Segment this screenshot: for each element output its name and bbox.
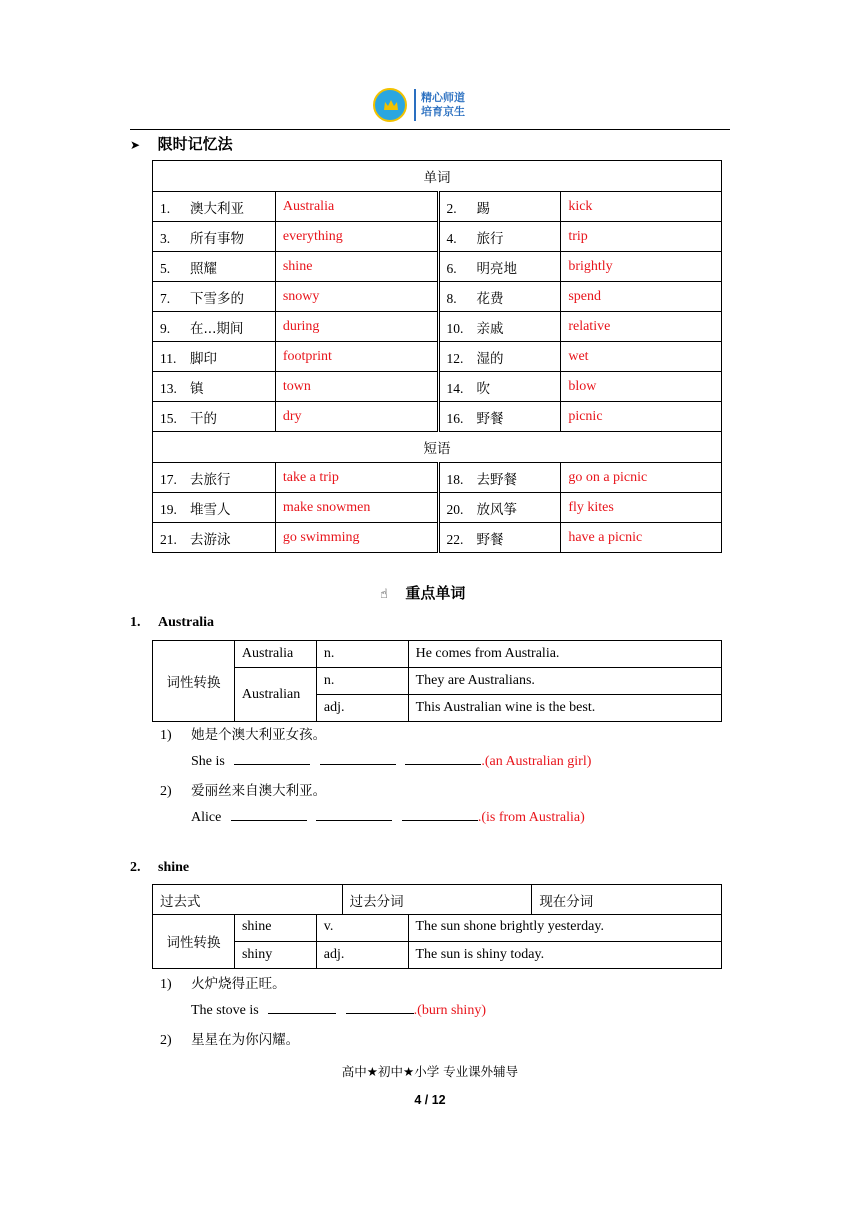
english-answer-cell: kick <box>561 192 722 222</box>
item-number: 7. <box>160 290 171 306</box>
english-answer-cell: footprint <box>275 342 438 372</box>
example-cell: This Australian wine is the best. <box>408 695 721 722</box>
item-number: 1. <box>160 200 171 216</box>
english-answer-cell: go on a picnic <box>561 463 722 493</box>
blank[interactable] <box>231 808 307 821</box>
english-answer-cell: fly kites <box>561 493 722 523</box>
exercise: 2) 爱丽丝来自澳大利亚。 <box>160 783 327 799</box>
chinese-term: 亲戚 <box>476 320 504 337</box>
english-answer-cell: make snowmen <box>275 493 438 523</box>
english-answer-cell: Australia <box>275 192 438 222</box>
vocab-row <box>153 342 722 372</box>
item-number: 20. <box>446 501 464 517</box>
exercise: 1) 她是个澳大利亚女孩。 <box>160 727 327 743</box>
vocab-row <box>153 372 722 402</box>
chinese-term-cell <box>438 222 561 252</box>
item-number: 13. <box>160 380 177 396</box>
pos-cell: adj. <box>316 695 408 722</box>
chinese-term-cell <box>438 342 561 372</box>
item-number: 9. <box>160 320 171 336</box>
english-answer-cell: spend <box>561 282 722 312</box>
chinese-term: 澳大利亚 <box>190 200 244 217</box>
chinese-term-cell <box>153 252 276 282</box>
english-answer-cell: relative <box>561 312 722 342</box>
exercise-answer-line: She is .(an Australian girl) <box>191 754 592 769</box>
item-number: 11. <box>160 350 177 366</box>
form-cell: Australia <box>234 641 316 668</box>
vocab-row <box>153 493 722 523</box>
chinese-term-cell <box>438 523 561 553</box>
chinese-term: 堆雪人 <box>190 501 231 518</box>
english-answer-cell: everything <box>275 222 438 252</box>
item-number: 4. <box>446 230 457 246</box>
pos-cell: n. <box>316 668 408 695</box>
chinese-term: 镇 <box>190 380 204 397</box>
exercise: 1) 火炉烧得正旺。 <box>160 976 286 992</box>
phrases-header: 短语 <box>153 432 722 463</box>
chinese-term: 下雪多的 <box>190 290 244 307</box>
pos-cell: n. <box>316 641 408 668</box>
example-cell: They are Australians. <box>408 668 721 695</box>
exercise-answer-line: Alice .(is from Australia) <box>191 810 585 825</box>
example-cell: He comes from Australia. <box>408 641 721 668</box>
english-answer-cell: snowy <box>275 282 438 312</box>
chinese-term-cell <box>153 493 276 523</box>
blank[interactable] <box>234 752 310 765</box>
chinese-term-cell <box>153 372 276 402</box>
item-heading: 2. shine <box>130 860 190 875</box>
english-answer-cell: have a picnic <box>561 523 722 553</box>
item-number: 16. <box>446 410 464 426</box>
form-cell: shine <box>234 914 316 941</box>
english-answer-cell: brightly <box>561 252 722 282</box>
item-number: 12. <box>446 350 464 366</box>
chinese-term-cell <box>153 282 276 312</box>
chinese-term: 旅行 <box>476 230 504 247</box>
word-form-table <box>152 914 722 969</box>
hand-pointer-icon: ☝ <box>380 587 388 602</box>
chinese-term: 去野餐 <box>476 471 518 488</box>
table-label: 词性转换 <box>153 641 235 722</box>
item-heading: 1. Australia <box>130 615 214 630</box>
chinese-term-cell <box>438 463 561 493</box>
chinese-term-cell <box>153 192 276 222</box>
table-label: 词性转换 <box>153 914 235 968</box>
chinese-term-cell <box>153 523 276 553</box>
english-answer-cell: wet <box>561 342 722 372</box>
chinese-term-cell <box>438 493 561 523</box>
form-cell: Australian <box>234 668 316 722</box>
chinese-term: 脚印 <box>190 350 217 367</box>
logo-divider <box>414 89 416 121</box>
section-title: ➤ 限时记忆法 <box>130 135 233 153</box>
chinese-term: 花费 <box>476 290 504 307</box>
vocab-row <box>153 282 722 312</box>
chinese-term: 干的 <box>190 410 217 427</box>
blank[interactable] <box>405 752 481 765</box>
item-number: 17. <box>160 471 177 487</box>
example-cell: The sun shone brightly yesterday. <box>408 914 722 941</box>
english-answer-cell: go swimming <box>275 523 438 553</box>
item-number: 8. <box>446 290 457 306</box>
vocab-row <box>153 463 722 493</box>
vocab-row <box>153 523 722 553</box>
blank[interactable] <box>402 808 478 821</box>
chinese-term-cell <box>438 312 561 342</box>
pos-cell: v. <box>316 914 408 941</box>
item-number: 3. <box>160 230 171 246</box>
chinese-term: 明亮地 <box>476 260 518 277</box>
chinese-term: 照耀 <box>190 260 217 277</box>
english-answer-cell: picnic <box>561 402 722 432</box>
item-number: 18. <box>446 471 464 487</box>
chinese-term: 湿的 <box>476 350 504 367</box>
blank[interactable] <box>316 808 392 821</box>
item-number: 22. <box>446 531 464 547</box>
chinese-term-cell <box>153 342 276 372</box>
chinese-term-cell <box>153 402 276 432</box>
item-number: 15. <box>160 410 177 426</box>
chinese-term: 踢 <box>476 200 491 217</box>
arrow-bullet-icon: ➤ <box>130 138 141 152</box>
crown-logo-icon <box>373 88 407 122</box>
key-words-title: ☝ 重点单词 <box>380 584 466 602</box>
present-participle-cell: 现在分词 <box>532 885 722 915</box>
chinese-term-cell <box>153 222 276 252</box>
vocab-row <box>153 312 722 342</box>
item-number: 10. <box>446 320 464 336</box>
vocabulary-table <box>152 160 722 553</box>
logo-text: 精心师道 培育京生 <box>421 91 465 118</box>
vocab-row <box>153 402 722 432</box>
english-answer-cell: take a trip <box>275 463 438 493</box>
chinese-term-cell <box>153 312 276 342</box>
item-number: 21. <box>160 531 177 547</box>
blank[interactable] <box>320 752 396 765</box>
english-answer-cell: shine <box>275 252 438 282</box>
item-number: 2. <box>446 200 457 216</box>
page-number: 4 / 12 <box>414 1093 446 1107</box>
vocab-row <box>153 252 722 282</box>
chinese-term-cell <box>438 372 561 402</box>
chinese-term: 野餐 <box>476 531 504 548</box>
vocab-row <box>153 192 722 222</box>
chinese-term: 吹 <box>476 380 491 397</box>
chinese-term-cell <box>438 252 561 282</box>
chinese-term-cell <box>438 192 561 222</box>
footer-tagline: 高中★初中★小学 专业课外辅导 <box>341 1064 519 1079</box>
chinese-term-cell <box>438 402 561 432</box>
exercise: 2) 星星在为你闪耀。 <box>160 1032 300 1048</box>
form-cell: shiny <box>234 941 316 968</box>
header-logo <box>369 85 481 125</box>
item-number: 19. <box>160 501 177 517</box>
pos-cell: adj. <box>316 941 408 968</box>
english-answer-cell: during <box>275 312 438 342</box>
exercise-answer-line: The stove is .(burn shiny) <box>191 1003 486 1018</box>
word-form-table <box>152 640 722 722</box>
item-number: 6. <box>446 260 457 276</box>
past-tense-cell: 过去式 <box>153 885 343 915</box>
english-answer-cell: dry <box>275 402 438 432</box>
chinese-term: 所有事物 <box>190 230 244 247</box>
words-header: 单词 <box>153 161 722 192</box>
english-answer-cell: town <box>275 372 438 402</box>
chinese-term: 去旅行 <box>190 471 231 488</box>
chinese-term: 去游泳 <box>190 531 231 548</box>
past-participle-cell: 过去分词 <box>342 885 532 915</box>
chinese-term-cell <box>438 282 561 312</box>
english-answer-cell: trip <box>561 222 722 252</box>
chinese-term-cell <box>153 463 276 493</box>
chinese-term: 野餐 <box>476 410 504 427</box>
chinese-term: 在...期间 <box>190 320 244 337</box>
vocab-row <box>153 222 722 252</box>
header-rule <box>130 129 730 130</box>
item-number: 14. <box>446 380 464 396</box>
chinese-term: 放风筝 <box>476 501 518 518</box>
blank[interactable] <box>268 1001 336 1014</box>
example-cell: The sun is shiny today. <box>408 941 722 968</box>
blank[interactable] <box>346 1001 414 1014</box>
item-number: 5. <box>160 260 171 276</box>
tense-table <box>152 884 722 915</box>
english-answer-cell: blow <box>561 372 722 402</box>
